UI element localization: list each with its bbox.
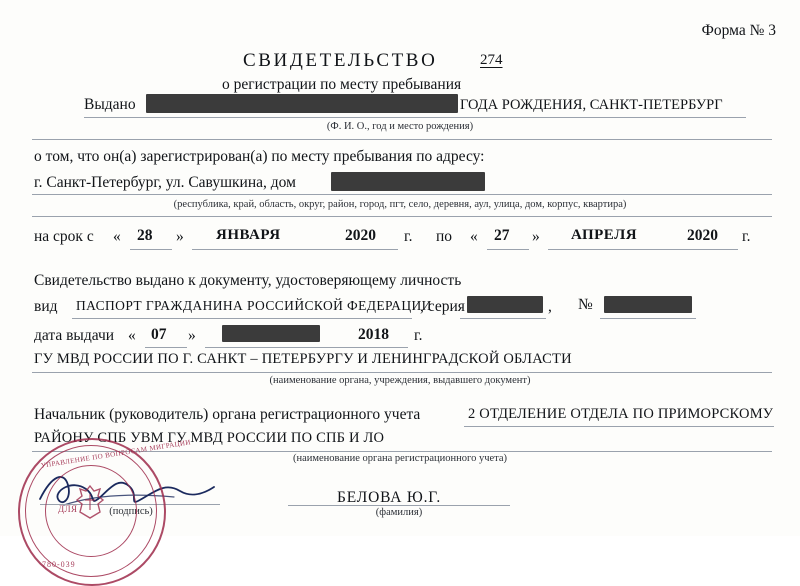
term-day-to: 27 bbox=[494, 227, 510, 244]
issue-date-year: 2018 bbox=[358, 326, 389, 343]
address-underline-second bbox=[32, 216, 772, 217]
signature-caption: (подпись) bbox=[109, 506, 153, 517]
redacted-name-block bbox=[146, 94, 458, 113]
term-year-suffix-from: г. bbox=[404, 228, 413, 245]
issued-birth-place: ГОДА РОЖДЕНИЯ, САНКТ-ПЕТЕРБУРГ bbox=[460, 97, 723, 113]
number-underline bbox=[600, 318, 696, 319]
term-quote-close-to: » bbox=[532, 228, 540, 245]
identity-vid-label: вид bbox=[34, 298, 58, 315]
fio-caption: (Ф. И. О., год и место рождения) bbox=[326, 121, 474, 132]
issue-date-year-suffix: г. bbox=[414, 327, 423, 344]
registration-statement: о том, что он(а) зарегистрирован(а) по месту пребывания по адресу: bbox=[34, 148, 485, 165]
vid-underline bbox=[72, 318, 412, 319]
stamp-top-text: УПРАВЛЕНИЕ ПО ВОПРОСАМ МИГРАЦИИ bbox=[40, 438, 192, 470]
issue-date-month-underline bbox=[205, 347, 408, 348]
document-subtitle: о регистрации по месту пребывания bbox=[222, 76, 462, 93]
stamp-center-text: ДЛЯ bbox=[58, 504, 78, 514]
term-quote-open-from: « bbox=[113, 228, 121, 245]
term-month-from-underline bbox=[192, 249, 398, 250]
term-quote-close-from: » bbox=[176, 228, 184, 245]
term-month-to: АПРЕЛЯ bbox=[571, 227, 638, 243]
fio-underline-second bbox=[32, 139, 772, 140]
term-month-from: ЯНВАРЯ bbox=[216, 227, 281, 243]
identity-intro: Свидетельство выдано к документу, удостоверяющему личность bbox=[34, 272, 462, 289]
redacted-address-block bbox=[331, 172, 485, 191]
issuing-authority-value: ГУ МВД РОССИИ ПО Г. САНКТ – ПЕТЕРБУРГУ И ЛЕНИНГРАДСКОЙ ОБЛАСТИ bbox=[34, 351, 572, 367]
chief-label: Начальник (руководитель) органа регистрационного учета bbox=[34, 406, 421, 423]
surname-caption: (фамилия) bbox=[375, 507, 423, 518]
chief-underline-first bbox=[464, 426, 774, 427]
term-month-to-underline bbox=[548, 249, 738, 250]
issuing-authority-caption: (наименование органа, учреждения, выдавшего документ) bbox=[269, 375, 531, 386]
issued-underline bbox=[84, 117, 746, 118]
issue-date-day-underline bbox=[145, 347, 187, 348]
page-title: СВИДЕТЕЛЬСТВО bbox=[243, 50, 438, 71]
address-underline-first bbox=[32, 194, 772, 195]
term-label: на срок с bbox=[34, 228, 94, 245]
term-day-from-underline bbox=[130, 249, 172, 250]
issue-date-day: 07 bbox=[151, 326, 167, 343]
identity-number-label: № bbox=[578, 296, 593, 313]
coat-of-arms-icon bbox=[74, 484, 106, 520]
term-po-label: по bbox=[436, 228, 453, 245]
chief-caption: (наименование органа регистрационного учета) bbox=[292, 453, 508, 464]
term-year-to: 2020 bbox=[687, 227, 718, 244]
document-number: 274 bbox=[480, 52, 503, 68]
issue-date-label: дата выдачи bbox=[34, 327, 115, 344]
issue-date-quote-close: » bbox=[188, 327, 196, 344]
identity-comma: , bbox=[548, 298, 552, 315]
redacted-issue-month-block bbox=[222, 325, 320, 342]
redacted-number-block bbox=[604, 296, 692, 313]
chief-authority-line2: РАЙОНУ СПБ УВМ ГУ МВД РОССИИ ПО СПБ И ЛО bbox=[34, 430, 385, 446]
surname-underline bbox=[288, 505, 510, 506]
address-caption: (республика, край, область, округ, район, город, пгт, село, деревня, аул, улица, дом, корпус, квартира) bbox=[173, 199, 627, 210]
official-stamp bbox=[18, 438, 192, 586]
form-number: Форма № 3 bbox=[701, 22, 776, 39]
redacted-seria-block bbox=[467, 296, 543, 313]
term-day-from: 28 bbox=[137, 227, 153, 244]
identity-vid-value: ПАСПОРТ ГРАЖДАНИНА РОССИЙСКОЙ ФЕДЕРАЦИИ bbox=[76, 298, 432, 313]
term-quote-open-to: « bbox=[470, 228, 478, 245]
chief-authority-line1: 2 ОТДЕЛЕНИЕ ОТДЕЛА ПО ПРИМОРСКОМУ bbox=[468, 406, 774, 422]
term-year-from: 2020 bbox=[345, 227, 376, 244]
issued-label: Выдано bbox=[84, 96, 136, 113]
identity-seria-label: , серия bbox=[420, 298, 465, 315]
seria-underline bbox=[460, 318, 546, 319]
term-day-to-underline bbox=[487, 249, 529, 250]
signer-surname: БЕЛОВА Ю.Г. bbox=[337, 489, 441, 506]
address-value: г. Санкт-Петербург, ул. Савушкина, дом bbox=[34, 174, 296, 191]
issuing-authority-underline bbox=[32, 372, 772, 373]
issue-date-quote-open: « bbox=[128, 327, 136, 344]
term-year-suffix-to: г. bbox=[742, 228, 751, 245]
stamp-bottom-text: 780-039 bbox=[42, 560, 76, 569]
